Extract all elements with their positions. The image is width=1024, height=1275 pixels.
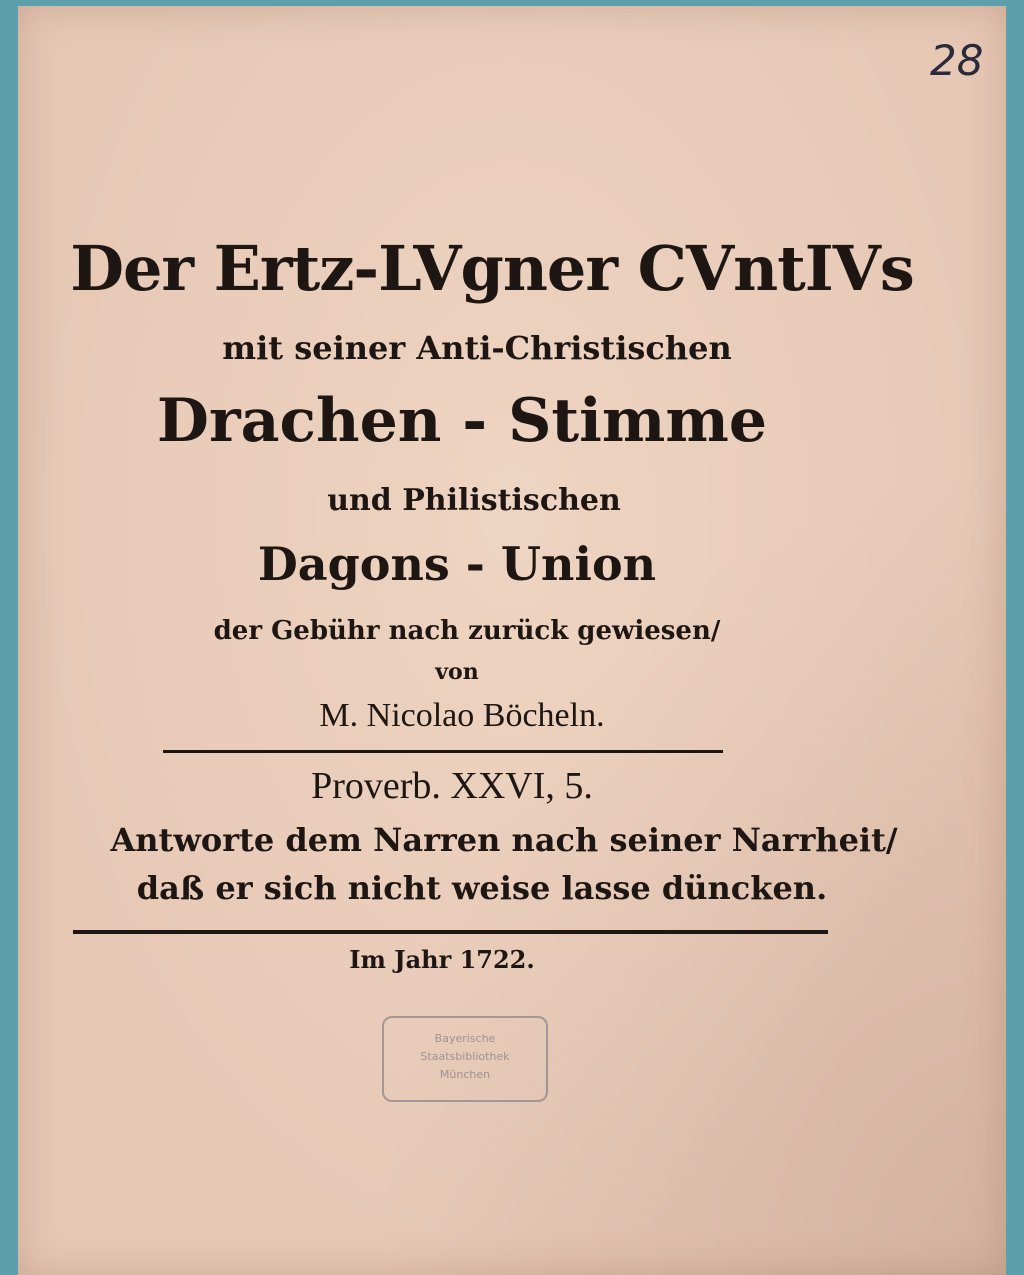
folio-number: 28: [930, 36, 984, 85]
book-title: Der Ertz-LVgner CVntIVs: [70, 232, 914, 305]
title-line-4: und Philistischen: [327, 483, 621, 518]
motto-line-1: Antworte dem Narren nach seiner Narrheit/: [110, 821, 898, 859]
motto-line-2: daß er sich nicht weise lasse düncken.: [136, 869, 828, 907]
stamp-line-3: München: [439, 1068, 491, 1081]
title-page: [18, 6, 1006, 1275]
title-line-5: Dagons - Union: [257, 537, 657, 591]
stamp-line-2: Staatsbibliothek: [420, 1050, 510, 1063]
motto-reference: Proverb. XXVI, 5.: [311, 765, 593, 807]
title-line-2: mit seiner Anti-Christischen: [222, 329, 732, 367]
author-name: M. Nicolao Böcheln.: [319, 697, 605, 734]
title-line-7: von: [435, 659, 479, 685]
divider-rule-bottom: [73, 930, 828, 934]
title-line-3: Drachen - Stimme: [156, 386, 768, 456]
imprint-date: Im Jahr 1722.: [349, 945, 535, 974]
stamp-line-1: Bayerische: [434, 1032, 496, 1045]
divider-rule-top: [163, 750, 723, 753]
library-stamp: [382, 1016, 548, 1102]
title-line-6: der Gebühr nach zurück gewiesen/: [213, 616, 721, 646]
